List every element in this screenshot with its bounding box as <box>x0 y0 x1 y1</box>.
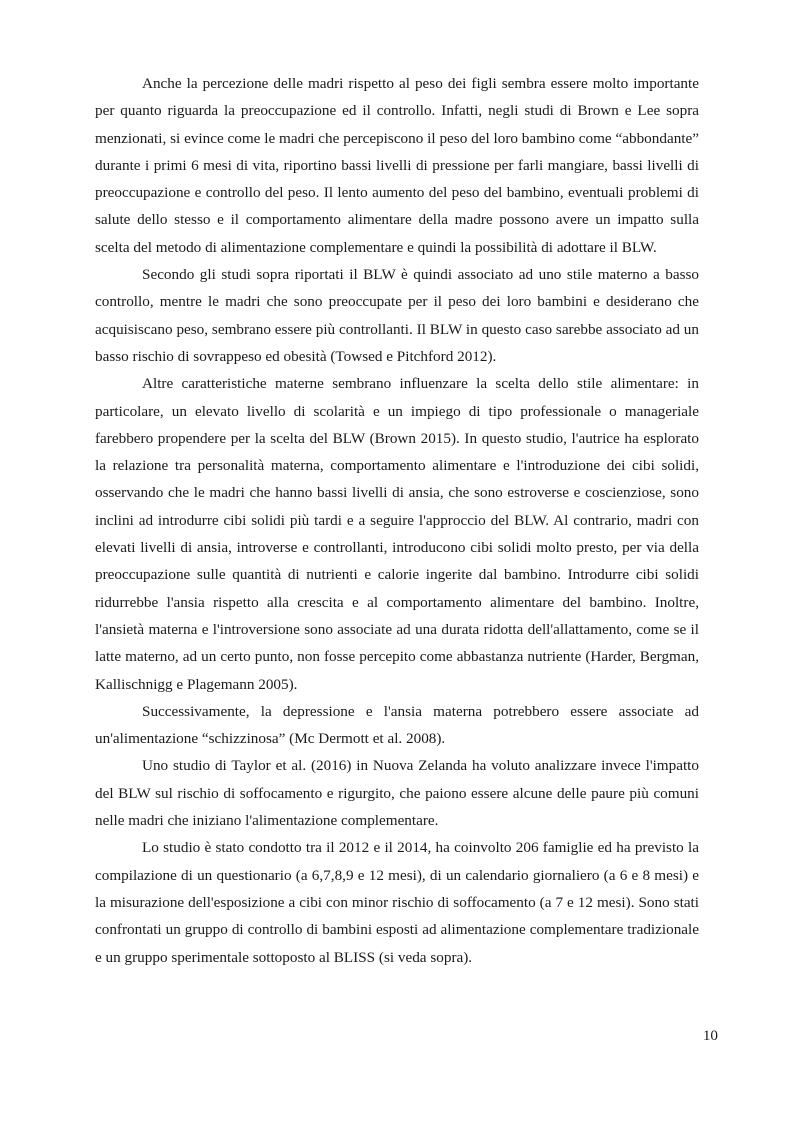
document-page <box>95 70 699 971</box>
page-number: 10 <box>702 1027 718 1044</box>
paragraph-4: Successivamente, la depressione e l'ansia materna potrebbero essere associate ad un'alimentazione “schizzinosa” (Mc Dermott et al. 2008). <box>95 702 699 748</box>
paragraph-6: Lo studio è stato condotto tra il 2012 e il 2014, ha coinvolto 206 famiglie ed ha previsto la compilazione di un questionario (a 6,7,8,9 e 12 mesi), di un calendario giornaliero (a 6 e 8 mesi) e la misurazione dell'esposizione a cibi con minor rischio di soffocamento (a 7 e 12 mesi). Sono stati confrontati un gruppo di controllo di bambini esposti ad alimentazione complementare tradizionale e un gruppo sperimentale sottoposto al BLISS (si veda sopra). <box>95 839 699 966</box>
paragraph-3: Altre caratteristiche materne sembrano influenzare la scelta dello stile alimentare: in particolare, un elevato livello di scolarità e un impiego di tipo professionale o manageriale farebbero propendere per la scelta del BLW (Brown 2015). In questo studio, l'autrice ha esplorato la relazione tra personalità materna, comportamento alimentare e l'introduzione dei cibi solidi, osservando che le madri che hanno bassi livelli di ansia, che sono estroverse e coscienziose, sono inclini ad introdurre cibi solidi più tardi e a seguire l'approccio del BLW. Al contrario, madri con elevati livelli di ansia, introverse e controllanti, introducono cibi solidi molto presto, per via della preoccupazione sulle quantità di nutrienti e calorie ingerite dal bambino. Introdurre cibi solidi ridurrebbe l'ansia rispetto alla crescita e al comportamento alimentare del bambino. Inoltre, l'ansietà materna e l'introversione sono associate ad una durata ridotta dell'allattamento, come se il latte materno, ad un certo punto, non fosse percepito come abbastanza nutriente (Harder, Bergman, Kallischnigg e Plagemann 2005). <box>95 375 699 693</box>
paragraph-1: Anche la percezione delle madri rispetto al peso dei figli sembra essere molto importante per quanto riguarda la preoccupazione ed il controllo. Infatti, negli studi di Brown e Lee sopra menzionati, si evince come le madri che percepiscono il peso del loro bambino come “abbondante” durante i primi 6 mesi di vita, riportino bassi livelli di pressione per farli mangiare, bassi livelli di preoccupazione e controllo del peso. Il lento aumento del peso del bambino, eventuali problemi di salute dello stesso e il comportamento alimentare della madre possono avere un impatto sulla scelta del metodo di alimentazione complementare e quindi la possibilità di adottare il BLW. <box>95 75 699 256</box>
paragraph-2: Secondo gli studi sopra riportati il BLW è quindi associato ad uno stile materno a basso controllo, mentre le madri che sono preoccupate per il peso dei loro bambini e desiderano che acquisiscano peso, sembrano essere più controllanti. Il BLW in questo caso sarebbe associato ad un basso rischio di sovrappeso ed obesità (Towsed e Pitchford 2012). <box>95 266 699 365</box>
paragraph-5: Uno studio di Taylor et al. (2016) in Nuova Zelanda ha voluto analizzare invece l'impatto del BLW sul rischio di soffocamento e rigurgito, che paiono essere alcune delle paure più comuni nelle madri che iniziano l'alimentazione complementare. <box>95 757 699 830</box>
